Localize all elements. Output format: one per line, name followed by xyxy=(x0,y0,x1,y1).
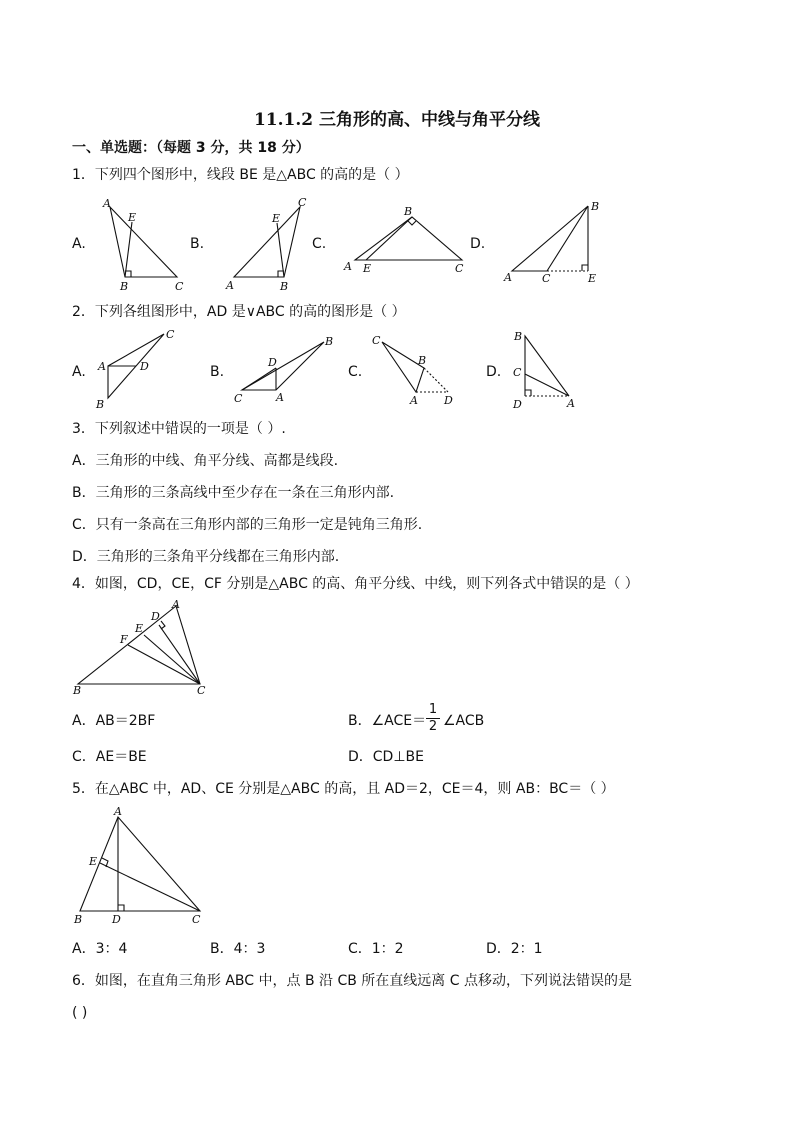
label-b: B xyxy=(280,280,289,293)
label-c: C xyxy=(166,328,175,341)
question-4-stem: 4．如图，CD，CE，CF 分别是△ABC 的高、角平分线、中线，则下列各式中错误的是（ ） xyxy=(72,576,639,592)
label-b: B xyxy=(514,330,523,343)
page-title: 11.1.2 三角形的高、中线与角平分线 xyxy=(253,110,541,130)
q1-option-a-label: A. xyxy=(72,236,86,252)
q2-figure-b xyxy=(232,330,342,410)
label-e: E xyxy=(89,855,98,868)
label-b: B xyxy=(120,280,129,293)
q1-figure-c xyxy=(340,200,470,280)
q2-figure-d xyxy=(505,326,595,416)
label-c: C xyxy=(513,366,522,379)
triangle-abc xyxy=(110,207,177,277)
label-b: B xyxy=(591,200,600,213)
right-angle-mark xyxy=(408,221,416,225)
q1-figure-a xyxy=(95,195,190,295)
label-c: C xyxy=(192,913,201,926)
q5-option-c: C．1：2 xyxy=(348,941,404,957)
label-c: C xyxy=(175,280,184,293)
label-a: A xyxy=(172,598,180,611)
q2-option-c-label: C. xyxy=(348,364,363,380)
section-heading: 一、单选题：（每题 3 分，共 18 分） xyxy=(72,140,310,156)
label-a: A xyxy=(276,391,284,404)
label-c: C xyxy=(455,262,464,275)
label-c: C xyxy=(542,272,551,285)
segment-ce xyxy=(144,635,200,684)
q4-fraction xyxy=(426,702,440,734)
label-d: D xyxy=(444,394,453,407)
label-a: A xyxy=(504,271,512,284)
label-d: D xyxy=(268,356,277,369)
q3-option-d: D．三角形的三条角平分线都在三角形内部. xyxy=(72,549,340,565)
question-6-answer-paren: ( ) xyxy=(72,1005,88,1021)
question-6-stem: 6．如图，在直角三角形 ABC 中，点 B 沿 CB 所在直线远离 C 点移动，下列说法错误的是 xyxy=(72,973,632,989)
fraction-denominator: 2 xyxy=(426,718,440,734)
q1-option-d-label: D. xyxy=(470,236,486,252)
right-angle-mark-d xyxy=(118,905,124,911)
label-f: F xyxy=(120,633,128,646)
q2-option-d-label: D. xyxy=(486,364,502,380)
label-e: E xyxy=(363,262,372,275)
label-a: A xyxy=(103,197,111,210)
q5-option-b: B．4：3 xyxy=(210,941,266,957)
label-e: E xyxy=(135,622,144,635)
q3-option-c: C．只有一条高在三角形内部的三角形一定是钝角三角形. xyxy=(72,517,423,533)
label-c: C xyxy=(197,684,206,697)
q1-option-b-label: B. xyxy=(190,236,205,252)
question-3-stem: 3．下列叙述中错误的一项是（ ）. xyxy=(72,421,286,437)
fraction-numerator: 1 xyxy=(428,702,438,717)
label-d: D xyxy=(140,360,149,373)
triangle-abc xyxy=(512,206,588,271)
dashed-segment xyxy=(424,368,448,392)
q4-option-d: D．CD⊥BE xyxy=(348,749,424,765)
segment-be xyxy=(125,222,132,277)
label-e: E xyxy=(128,211,137,224)
q4-option-b-prefix: B．∠ACE＝ xyxy=(348,713,427,729)
triangle-abc xyxy=(382,342,427,392)
q1-option-c-label: C. xyxy=(312,236,327,252)
label-a: A xyxy=(226,279,234,292)
q4-option-a: A．AB＝2BF xyxy=(72,713,156,729)
q2-figure-c xyxy=(368,330,468,410)
triangle-abc xyxy=(78,606,200,684)
q4-option-b-suffix: ∠ACB xyxy=(443,713,485,729)
label-e: E xyxy=(272,212,281,225)
segment-ce xyxy=(100,863,200,911)
label-a: A xyxy=(98,360,106,373)
label-b: B xyxy=(96,398,105,411)
q2-option-b-label: B. xyxy=(210,364,225,380)
triangle-abc xyxy=(525,336,569,396)
q4-option-c: C．AE＝BE xyxy=(72,749,147,765)
segment-cf xyxy=(128,645,200,684)
right-angle-mark xyxy=(582,265,588,271)
q1-figure-d xyxy=(500,198,610,288)
label-b: B xyxy=(74,913,83,926)
q5-option-d: D．2：1 xyxy=(486,941,543,957)
label-b: B xyxy=(418,354,427,367)
label-d: D xyxy=(151,610,160,623)
label-b: B xyxy=(404,205,413,218)
triangle-abc xyxy=(355,217,462,260)
label-c: C xyxy=(298,196,307,209)
right-angle-mark xyxy=(525,390,531,396)
segment-be xyxy=(366,217,412,260)
label-e: E xyxy=(588,272,597,285)
label-b: B xyxy=(325,335,334,348)
question-1-stem: 1．下列四个图形中，线段 BE 是△ABC 的高的是（ ） xyxy=(72,167,409,183)
label-d: D xyxy=(513,398,522,411)
label-a: A xyxy=(344,260,352,273)
triangle-abc xyxy=(242,342,324,390)
question-5-stem: 5．在△ABC 中，AD、CE 分别是△ABC 的高，且 AD＝2，CE＝4，则 AB：BC＝（ ） xyxy=(72,781,615,797)
label-a: A xyxy=(410,394,418,407)
q3-option-b: B．三角形的三条高线中至少存在一条在三角形内部. xyxy=(72,485,395,501)
q2-figure-a xyxy=(92,326,187,416)
q4-figure xyxy=(70,598,220,696)
triangle-abc xyxy=(234,207,300,277)
q3-option-a: A．三角形的中线、角平分线、高都是线段. xyxy=(72,453,339,469)
label-c: C xyxy=(372,334,381,347)
label-a: A xyxy=(114,805,122,818)
q2-option-a-label: A. xyxy=(72,364,86,380)
question-2-stem: 2．下列各组图形中，AD 是∨ABC 的高的图形是（ ） xyxy=(72,304,406,320)
q5-option-a: A．3：4 xyxy=(72,941,128,957)
label-b: B xyxy=(73,684,82,697)
segment-cd xyxy=(159,625,200,684)
q5-figure xyxy=(70,805,210,930)
segment-cd xyxy=(242,368,276,390)
label-d: D xyxy=(112,913,121,926)
triangle-abc xyxy=(80,817,200,911)
segment-be xyxy=(277,223,284,277)
label-a: A xyxy=(567,397,575,410)
label-c: C xyxy=(234,392,243,405)
q1-figure-b xyxy=(220,195,315,295)
